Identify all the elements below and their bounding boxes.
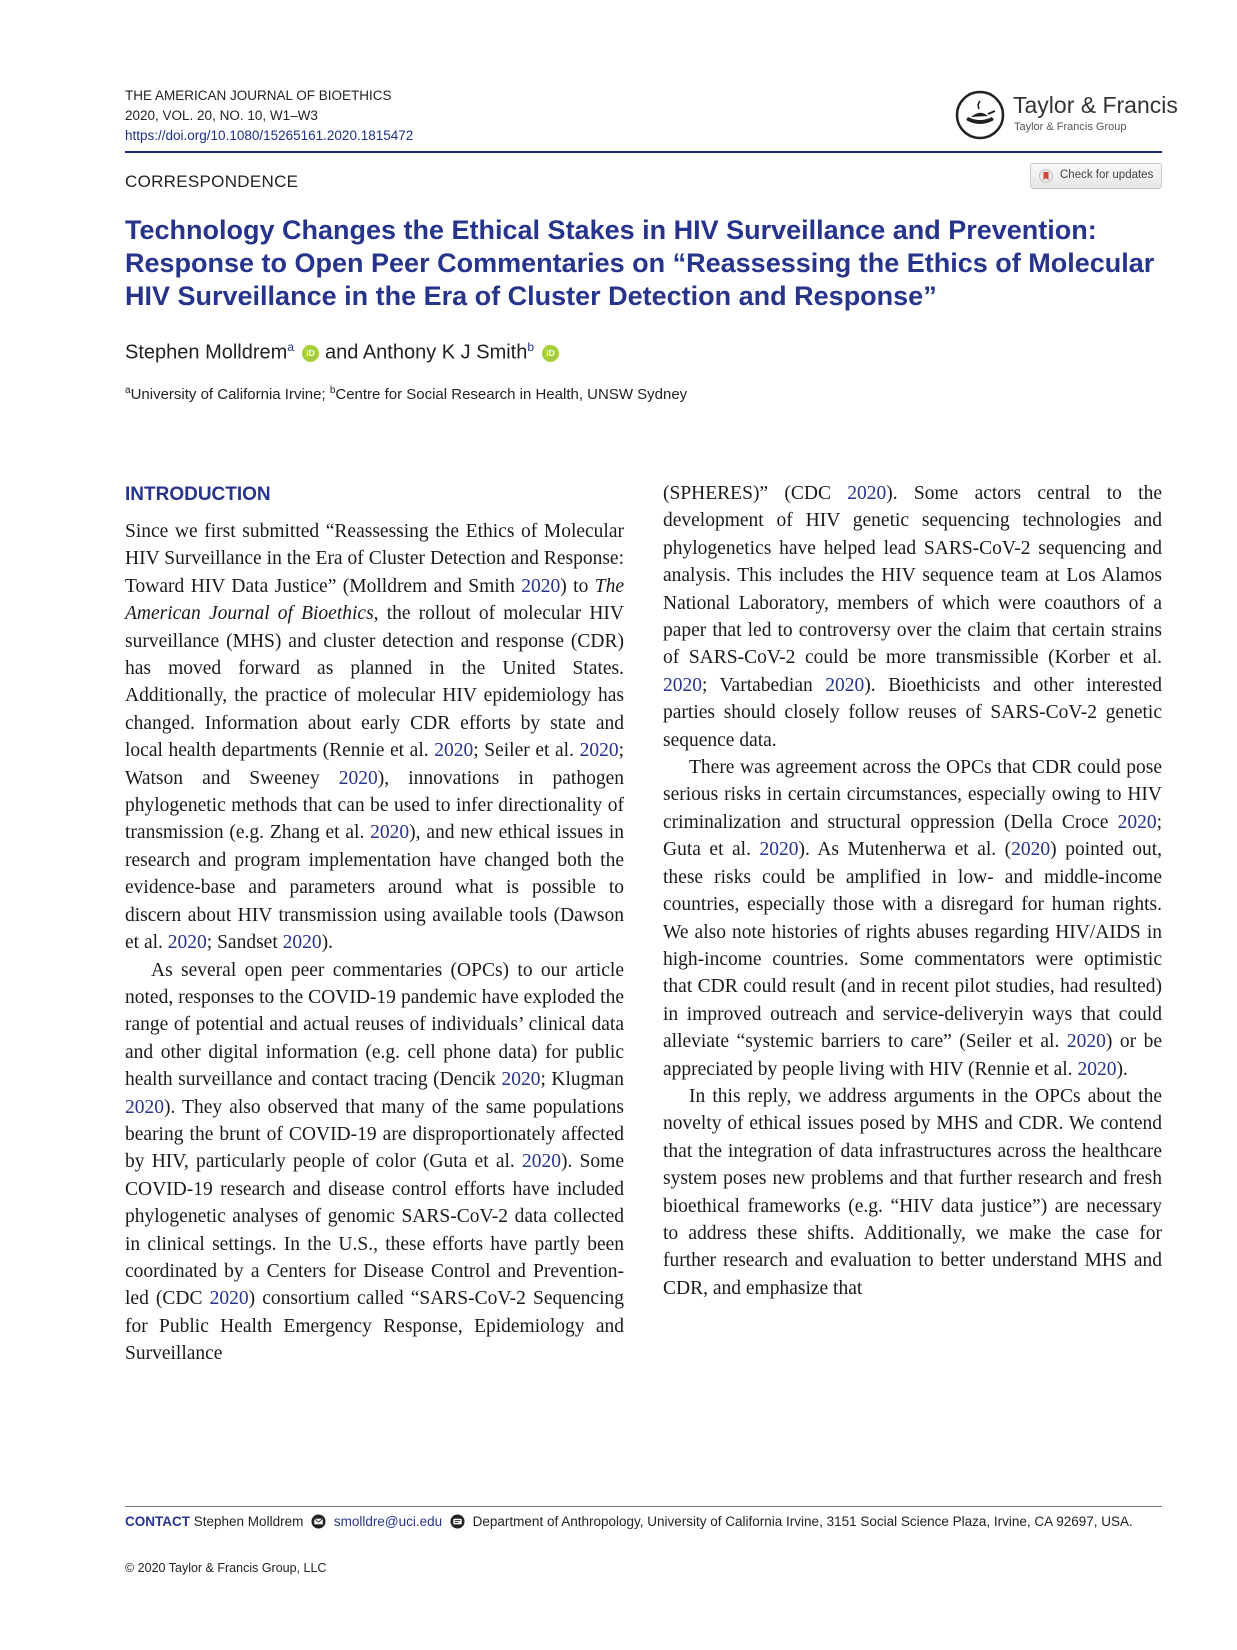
citation-link[interactable]: 2020 — [1117, 811, 1157, 833]
text-run: ). — [1116, 1058, 1128, 1080]
affil-mark: a — [125, 385, 131, 396]
copyright: © 2020 Taylor & Francis Group, LLC — [125, 1561, 327, 1575]
text-run: ; Guta et al. — [663, 811, 1162, 861]
text-run: There was agreement across the OPCs that CDR could pose serious risks in certain circumstances, especially owing to HIV criminalization and structural oppression (Della Croce — [663, 757, 1162, 833]
text-run: ). As Mutenherwa et al. ( — [798, 839, 1012, 861]
paragraph — [125, 957, 624, 1368]
publisher-group: Taylor & Francis Group — [1014, 121, 1127, 133]
citation-link[interactable]: 2020 — [370, 822, 410, 844]
citation-link[interactable]: 2020 — [501, 1069, 541, 1091]
orcid-icon[interactable]: iD — [302, 345, 319, 362]
text-run: Since we first submitted “Reassessing the Ethics of Molecular HIV Surveillance in the Era of Cluster Detection and Response: Toward HIV Data Justice” (Molldrem and Smith — [125, 521, 624, 597]
contact-info — [125, 1513, 1165, 1531]
text-run: ; Seiler et al. — [473, 740, 580, 762]
contact-label: CONTACT — [125, 1514, 190, 1529]
journal-issue: 2020, VOL. 20, NO. 10, W1–W3 — [125, 108, 318, 123]
text-run: In this reply, we address arguments in the OPCs about the novelty of ethical issues posed by MHS and CDR. We contend that the integration of data infrastructures across the healthcare system poses new problems and that further research and fresh bioethical frameworks (e.g. “HIV data justice”) are necessary to address these shifts. Additionally, we make the case for further research and evaluation to better understand MHS and CDR, and emphasize that — [663, 1085, 1162, 1299]
text-run: ) or be appreciated by people living with HIV (Rennie et al. — [663, 1031, 1162, 1080]
text-run: ; Watson and Sweeney — [125, 740, 624, 789]
paragraph — [125, 518, 624, 957]
affiliations — [125, 385, 687, 403]
citation-link[interactable]: 2020 — [847, 483, 887, 504]
affil-mark: b — [329, 385, 336, 396]
section-label: CORRESPONDENCE — [125, 172, 299, 191]
text-run: ). — [321, 932, 333, 954]
citation-link[interactable]: 2020 — [663, 674, 702, 696]
citation-link[interactable]: 2020 — [1077, 1058, 1117, 1080]
text-run: ). Bioethicists and other interested parties should closely follow reuses of SARS-CoV-2 genetic sequence data. — [663, 674, 1162, 751]
affiliation: Centre for Social Research in Health, UNSW Sydney — [335, 386, 688, 403]
author-affil-mark: b — [527, 340, 535, 354]
contact-name: Stephen Molldrem — [193, 1514, 304, 1529]
text-run: ). Some actors central to the development of HIV genetic sequencing technologies and phylogenetics have helped lead SARS-CoV-2 sequencing and analysis. This includes the HIV sequence team at Los Alamos National Laboratory, members of which were coauthors of a paper that led to controversy over the claim that certain strains of SARS-CoV-2 could be more transmissible (Korber et al. — [663, 483, 1162, 669]
affiliation: University of California Irvine; — [130, 386, 326, 403]
text-run: ) pointed out, these risks could be amplified in low- and middle-income countries, especially those with a disregard for human rights. We also note histories of rights abuses regarding HIV/AIDS in high-income countries. Some commentators were optimistic that CDR could result (and in recent pilot studies, had resulted) in improved outreach and service-deliveryin ways that could alleviate “systemic barriers to care” (Seiler et al. — [663, 839, 1162, 1053]
author-name: Stephen Molldrem — [125, 341, 288, 364]
citation-link[interactable]: 2020 — [167, 932, 207, 954]
bookmark-icon — [1039, 169, 1053, 183]
lamp-logo-icon — [955, 90, 1005, 140]
paragraph — [663, 480, 1162, 754]
text-run: , the rollout of molecular HIV surveillance (MHS) and cluster detection and response (CDR) has moved forward as planned in the United States. Additionally, the practice of molecular HIV epidemiology has changed. Information about early CDR efforts by state and local health departments (Rennie et al. — [125, 603, 625, 762]
journal-title: The American Journal of Bioethics — [125, 575, 624, 625]
citation-link[interactable]: 2020 — [434, 740, 474, 762]
check-updates-button[interactable] — [1030, 163, 1162, 189]
author-affil-mark: a — [287, 340, 294, 354]
journal-name: THE AMERICAN JOURNAL OF BIOETHICS — [125, 88, 392, 103]
paragraph — [663, 754, 1162, 1083]
citation-link[interactable]: 2020 — [125, 1096, 164, 1118]
body-column-left — [125, 518, 624, 1368]
article-title: Technology Changes the Ethical Stakes in HIV Surveillance and Prevention: Response to Open Peer Commentaries on “Reassessing the Ethics of Molecular HIV Surveillance in the Era of Cluster Detection and Response” — [125, 215, 1155, 311]
text-run: ; Sandset — [206, 932, 283, 954]
publisher-name: Taylor & Francis — [1013, 92, 1178, 118]
citation-link[interactable]: 2020 — [579, 740, 619, 762]
journal-info — [125, 86, 413, 146]
orcid-icon[interactable]: iD — [542, 345, 559, 362]
text-run: As several open peer commentaries (OPCs) to our article noted, responses to the COVID-19 pandemic have exploded the range of potential and actual reuses of individuals’ clinical data and other digital information (e.g. cell phone data) for public health surveillance and contact tracing (Dencik — [125, 959, 624, 1091]
citation-link[interactable]: 2020 — [338, 767, 378, 789]
author-name: Anthony K J Smith — [362, 341, 528, 364]
contact-email-link[interactable]: smolldre@uci.edu — [333, 1514, 443, 1529]
text-run: ). They also observed that many of the same populations bearing the brunt of COVID-19 are disproportionately affected by HIV, particularly people of color (Guta et al. — [125, 1096, 624, 1173]
paragraph — [663, 1083, 1162, 1302]
text-run: ) to — [560, 575, 595, 597]
text-run: (SPHERES)” (CDC — [663, 483, 848, 504]
author-list — [125, 340, 565, 365]
address-card-icon — [450, 1514, 465, 1529]
check-updates-label: Check for updates — [1060, 169, 1154, 181]
text-run: ; Vartabedian — [702, 674, 826, 696]
author-joiner: and — [325, 341, 359, 364]
doi-link[interactable]: https://doi.org/10.1080/15265161.2020.1815472 — [125, 128, 414, 143]
text-run: ), and new ethical issues in research and program implementation have changed both the evidence-base and parameters around what is possible to discern about HIV transmission using available tools (Dawson et al. — [125, 822, 624, 954]
citation-link[interactable]: 2020 — [759, 839, 799, 861]
citation-link[interactable]: 2020 — [521, 1151, 561, 1173]
body-column-right — [663, 480, 1162, 1302]
text-run: ; Klugman — [540, 1069, 624, 1091]
citation-link[interactable]: 2020 — [1011, 839, 1051, 861]
citation-link[interactable]: 2020 — [1066, 1031, 1106, 1053]
citation-link[interactable]: 2020 — [521, 575, 561, 597]
citation-link[interactable]: 2020 — [209, 1288, 249, 1310]
text-run: ). Some COVID-19 research and disease control efforts have included phylogenetic analyses of genomic SARS-CoV-2 data collected in clinical settings. In the U.S., these efforts have partly been coordinated by a Centers for Disease Control and Prevention-led (CDC — [125, 1151, 624, 1310]
contact-address: Department of Anthropology, University of California Irvine, 3151 Social Science Plaza, Irvine, CA 92697, USA. — [472, 1514, 1133, 1529]
citation-link[interactable]: 2020 — [825, 674, 865, 696]
publisher-brand[interactable] — [955, 90, 1178, 142]
footer-rule — [125, 1506, 1162, 1507]
citation-link[interactable]: 2020 — [282, 932, 322, 954]
section-heading: INTRODUCTION — [125, 484, 271, 505]
header-rule — [125, 151, 1162, 153]
envelope-icon — [311, 1514, 326, 1529]
text-run: ) consortium called “SARS-CoV-2 Sequencing for Public Health Emergency Response, Epidemiology and Surveillance — [125, 1288, 624, 1365]
text-run: ), innovations in pathogen phylogenetic methods that can be used to infer directionality of transmission (e.g. Zhang et al. — [125, 767, 624, 844]
